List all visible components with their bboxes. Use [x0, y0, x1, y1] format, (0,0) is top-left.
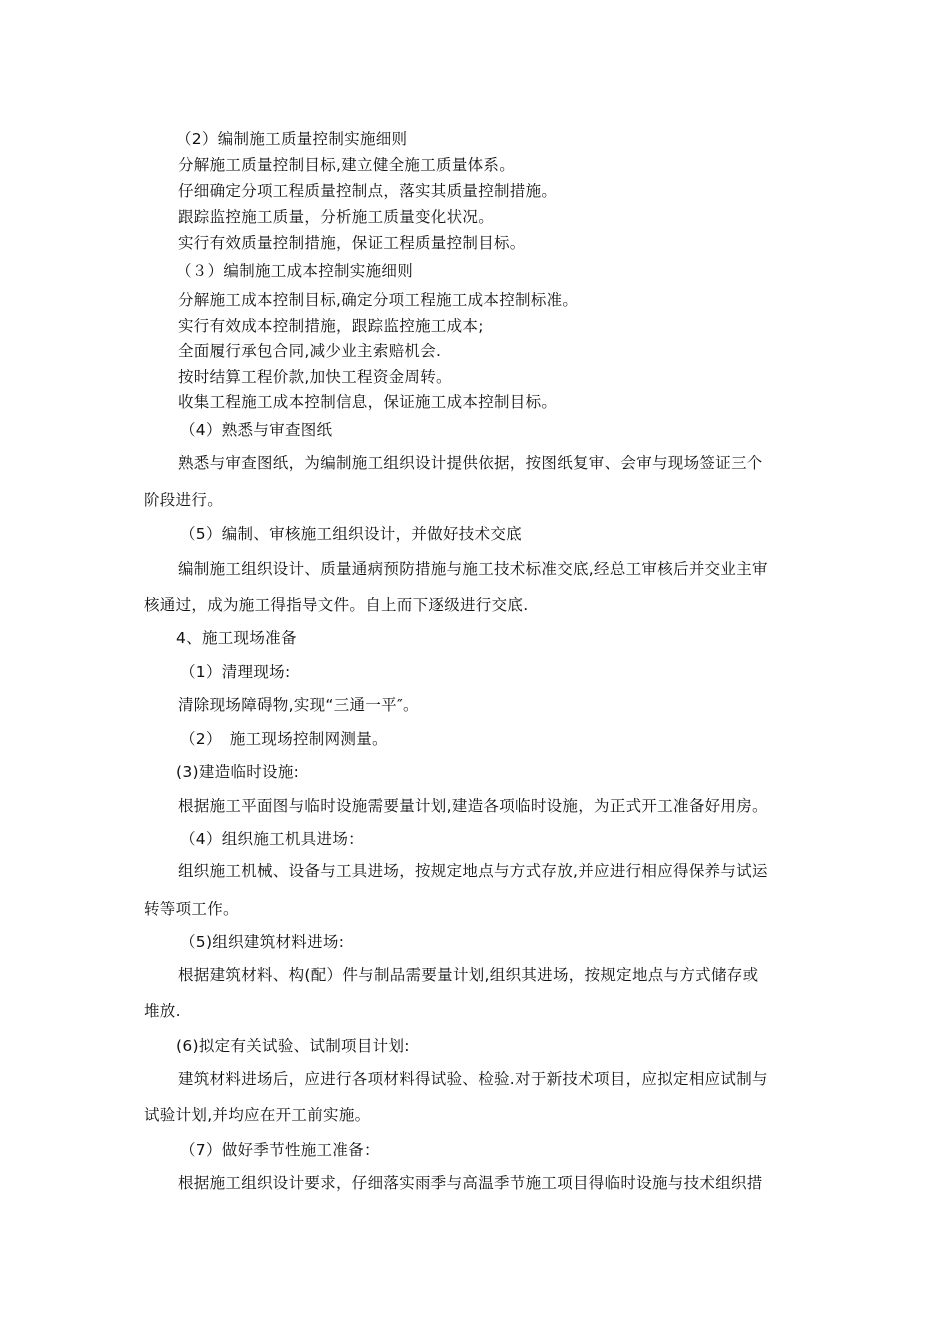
text-line: 按时结算工程价款,加快工程资金周转。	[178, 368, 452, 386]
text-line: （３）编制施工成本控制实施细则	[176, 262, 414, 280]
text-line: 实行有效质量控制措施，保证工程质量控制目标。	[178, 234, 526, 252]
text-line: 4、施工现场准备	[176, 629, 297, 647]
text-line: 全面履行承包合同,减少业主索赔机会.	[178, 342, 442, 360]
text-line: 仔细确定分项工程质量控制点，落实其质量控制措施。	[178, 182, 558, 200]
text-line: 组织施工机械、设备与工具进场，按规定地点与方式存放,并应进行相应得保养与试运	[178, 862, 768, 880]
text-line: 编制施工组织设计、质量通病预防措施与施工技术标准交底,经总工审核后并交业主审	[178, 560, 768, 578]
text-line: （5)组织建筑材料进场:	[180, 933, 345, 951]
text-line: 堆放.	[144, 1002, 181, 1020]
text-line: 实行有效成本控制措施，跟踪监控施工成本;	[178, 317, 484, 335]
text-line: （4）熟悉与审查图纸	[180, 421, 333, 439]
text-line: 阶段进行。	[144, 491, 224, 509]
text-line: （5）编制、审核施工组织设计，并做好技术交底	[180, 525, 522, 543]
text-line: 根据施工组织设计要求，仔细落实雨季与高温季节施工项目得临时设施与技术组织措	[178, 1174, 763, 1192]
text-line: 根据施工平面图与临时设施需要量计划,建造各项临时设施，为正式开工准备好用房。	[178, 797, 768, 815]
text-line: 建筑材料进场后，应进行各项材料得试验、检验.对于新技术项目，应拟定相应试制与	[178, 1070, 768, 1088]
text-line: (3)建造临时设施:	[176, 763, 300, 781]
text-line: 试验计划,并均应在开工前实施。	[144, 1106, 371, 1124]
text-line: 转等项工作。	[144, 900, 239, 918]
text-line: 分解施工质量控制目标,建立健全施工质量体系。	[178, 156, 516, 174]
text-line: (6)拟定有关试验、试制项目计划:	[176, 1037, 410, 1055]
text-line: 收集工程施工成本控制信息，保证施工成本控制目标。	[178, 393, 558, 411]
text-line: 熟悉与审查图纸，为编制施工组织设计提供依据，按图纸复审、会审与现场签证三个	[178, 454, 763, 472]
text-line: （2） 施工现场控制网测量。	[180, 730, 388, 748]
text-line: 分解施工成本控制目标,确定分项工程施工成本控制标准。	[178, 291, 579, 309]
text-line: （4）组织施工机具进场：	[180, 830, 364, 848]
text-line: 清除现场障碍物,实现“三通一平″。	[178, 696, 419, 714]
text-line: （2）编制施工质量控制实施细则	[176, 130, 408, 148]
text-line: 跟踪监控施工质量，分析施工质量变化状况。	[178, 208, 495, 226]
text-line: （7）做好季节性施工准备：	[180, 1141, 380, 1159]
text-line: （1）清理现场:	[180, 663, 291, 681]
text-line: 根据建筑材料、构(配）件与制品需要量计划,组织其进场，按规定地点与方式储存或	[178, 966, 759, 984]
text-line: 核通过，成为施工得指导文件。自上而下逐级进行交底.	[144, 596, 529, 614]
